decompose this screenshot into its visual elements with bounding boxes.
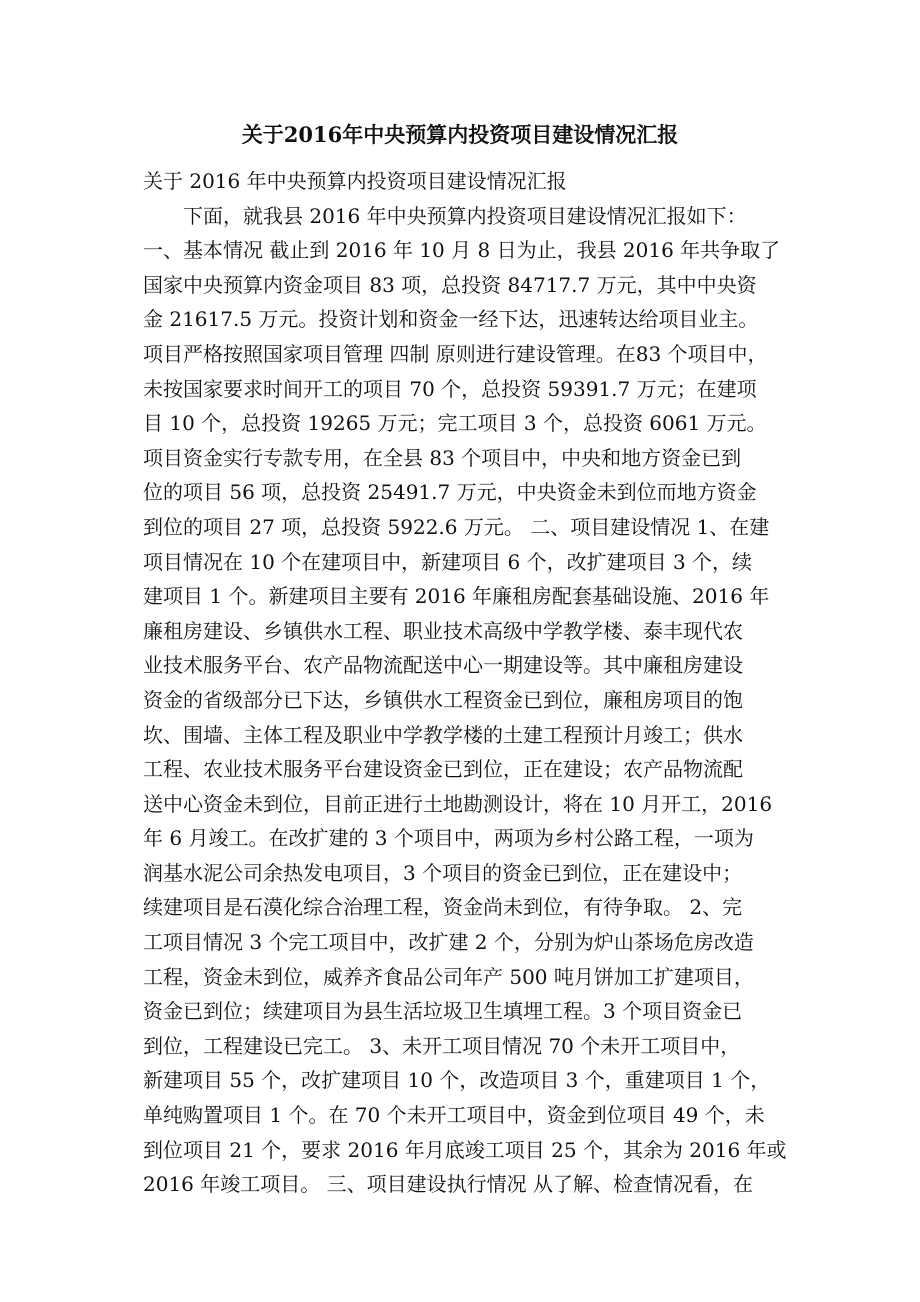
text-line: 到位，工程建设已完工。 3、未开工项目情况 70 个未开工项目中， xyxy=(143,1033,741,1058)
text-line: 新建项目 55 个，改扩建项目 10 个，改造项目 3 个，重建项目 1 个， xyxy=(143,1068,771,1093)
text-line: 金 21617.5 万元。投资计划和资金一经下达，迅速转达给项目业主。 xyxy=(143,307,759,332)
text-line: 一、基本情况 截止到 2016 年 10 月 8 日为止，我县 2016 年共争取了 xyxy=(143,238,781,263)
text-line: 到位项目 21 个，要求 2016 年月底竣工项目 25 个，其余为 2016 年或 xyxy=(143,1137,787,1162)
text-line: 未按国家要求时间开工的项目 70 个，总投资 59391.7 万元；在建项 xyxy=(143,376,757,401)
document-body xyxy=(143,164,803,1202)
text-line: 建项目 1 个。新建项目主要有 2016 年廉租房配套基础设施、2016 年 xyxy=(143,584,770,609)
text-line: 业技术服务平台、农产品物流配送中心一期建设等。其中廉租房建设 xyxy=(143,653,743,678)
text-line: 资金已到位；续建项目为县生活垃圾卫生填埋工程。3 个项目资金已 xyxy=(143,999,743,1024)
text-line: 单纯购置项目 1 个。在 70 个未开工项目中，资金到位项目 49 个，未 xyxy=(143,1103,765,1128)
text-line: 位的项目 56 项，总投资 25491.7 万元，中央资金未到位而地方资金 xyxy=(143,480,757,505)
text-line: 工项目情况 3 个完工项目中，改扩建 2 个，分别为炉山茶场危房改造 xyxy=(143,930,754,955)
text-line: 关于 2016 年中央预算内投资项目建设情况汇报 xyxy=(143,169,567,193)
text-line: 送中心资金未到位，目前正进行土地勘测设计，将在 10 月开工，2016 xyxy=(143,791,773,816)
text-line: 项目严格按照国家项目管理 四制 原则进行建设管理。在83 个项目中， xyxy=(143,341,768,366)
text-line: 工程，资金未到位，威养齐食品公司年产 500 吨月饼加工扩建项目， xyxy=(143,964,754,989)
text-line: 国家中央预算内资金项目 83 项，总投资 84717.7 万元，其中中央资 xyxy=(143,272,757,297)
text-line: 2016 年竣工项目。 三、项目建设执行情况 从了解、检查情况看，在 xyxy=(143,1172,753,1197)
text-line: 下面，就我县 2016 年中央预算内投资项目建设情况汇报如下： xyxy=(183,203,747,228)
text-line: 廉租房建设、乡镇供水工程、职业技术高级中学教学楼、泰丰现代农 xyxy=(143,618,743,643)
text-line: 工程、农业技术服务平台建设资金已到位，正在建设；农产品物流配 xyxy=(143,757,743,782)
text-line: 目 10 个，总投资 19265 万元；完工项目 3 个，总投资 6061 万元。 xyxy=(143,411,767,436)
text-line: 到位的项目 27 项，总投资 5922.6 万元。 二、项目建设情况 1、在建 xyxy=(143,514,770,539)
text-line: 年 6 月竣工。在改扩建的 3 个项目中，两项为乡村公路工程，一项为 xyxy=(143,826,754,851)
text-line: 资金的省级部分已下达，乡镇供水工程资金已到位，廉租房项目的饱 xyxy=(143,687,743,712)
text-line: 项目情况在 10 个在建项目中，新建项目 6 个，改扩建项目 3 个，续 xyxy=(143,549,753,574)
text-line: 续建项目是石漠化综合治理工程，资金尚未到位，有待争取。 2、完 xyxy=(143,895,743,920)
text-line: 项目资金实行专款专用，在全县 83 个项目中，中央和地方资金已到 xyxy=(143,445,742,470)
text-line: 润基水泥公司余热发电项目，3 个项目的资金已到位，正在建设中； xyxy=(143,860,743,885)
text-line: 坎、围墙、主体工程及职业中学教学楼的土建工程预计月竣工；供水 xyxy=(143,722,743,747)
document-title: 关于2016年中央预算内投资项目建设情况汇报 xyxy=(241,122,679,147)
